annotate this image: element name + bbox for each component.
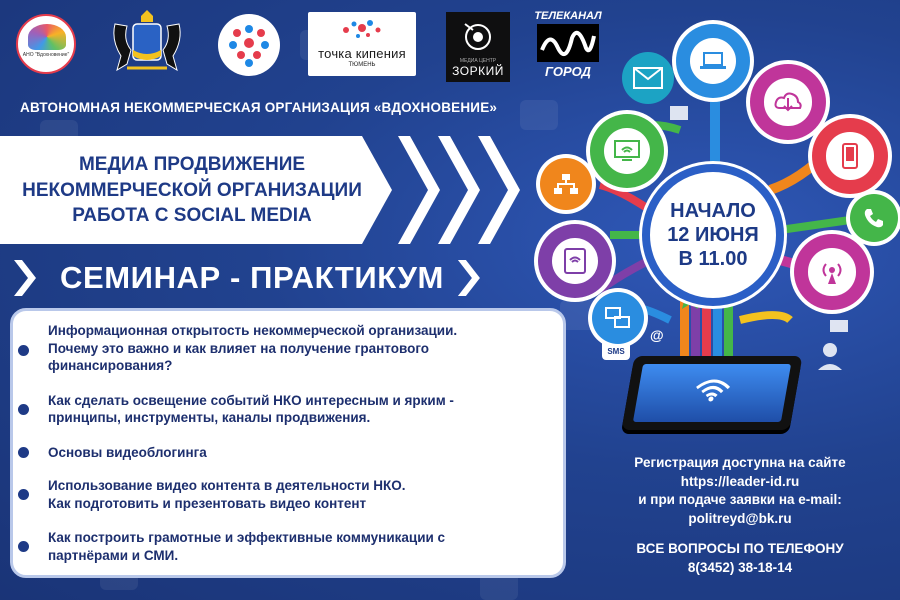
bullet-icon xyxy=(18,404,29,415)
bullet-icon xyxy=(18,541,29,552)
chevron-right-icon xyxy=(458,260,480,296)
laptop-bubble xyxy=(676,24,750,98)
smartphone-icon xyxy=(826,132,873,179)
tablet-device xyxy=(621,356,802,430)
registration-link[interactable]: https://leader-id.ru xyxy=(680,473,800,489)
organization-name: АВТОНОМНАЯ НЕКОММЕРЧЕСКАЯ ОРГАНИЗАЦИЯ «ВДОХНОВЕНИЕ» xyxy=(20,100,498,115)
tablet-wifi-icon xyxy=(552,238,598,284)
phone-info: ВСЕ ВОПРОСЫ ПО ТЕЛЕФОНУ 8(3452) 38-18-14 xyxy=(580,540,900,577)
broadcast-icon xyxy=(808,248,855,295)
phone-bubble xyxy=(812,118,888,194)
email-bubble xyxy=(622,52,674,104)
seminar-heading: СЕМИНАР - ПРАКТИКУМ xyxy=(14,258,514,298)
heart-network-logo xyxy=(218,14,280,76)
chat-bubble xyxy=(592,292,644,344)
call-bubble xyxy=(850,194,898,242)
wifi-monitor-icon xyxy=(604,128,650,174)
list-item: Использование видео контента в деятельности НКО. Как подготовить и презентовать видео контент xyxy=(18,477,548,512)
partner-logos xyxy=(0,0,610,96)
zorkiy-media-center-logo: МЕДИА ЦЕНТР ЗОРКИЙ xyxy=(446,12,510,82)
list-item: Как сделать освещение событий НКО интересным и ярким - принципы, инструменты, каналы продвижения. xyxy=(18,392,548,427)
broadcast-bubble xyxy=(794,234,870,310)
registration-info: Регистрация доступна на сайте https://leader-id.ru и при подаче заявки на e-mail: politreyd@bk.ru xyxy=(580,454,900,528)
cloud-download-icon xyxy=(764,78,811,125)
envelope-icon xyxy=(633,67,663,89)
chat-windows-icon xyxy=(605,307,631,329)
wifi-bubble xyxy=(590,114,664,188)
list-item: Информационная открытость некоммерческой организации. Почему это важно и как влияет на получение грантового финансирования? xyxy=(18,322,548,375)
topics-list xyxy=(18,318,548,564)
network-bubble xyxy=(540,158,592,210)
tablet-wifi-bubble xyxy=(538,224,612,298)
tochka-kipeniya-logo: точка кипения ТЮМЕНЬ xyxy=(308,12,416,76)
telekanal-gorod-logo: ТЕЛЕКАНАЛ ГОРОД xyxy=(534,10,602,79)
bullet-icon xyxy=(18,345,29,356)
tyumen-coat-of-arms-logo xyxy=(106,10,188,76)
at-sign-icon: @ xyxy=(650,327,664,343)
ano-vdokhnovenie-logo: АНО "Вдохновение" xyxy=(16,14,76,74)
start-date-circle: НАЧАЛО 12 ИЮНЯ В 11.00 xyxy=(642,164,784,306)
download-bubble xyxy=(750,64,826,140)
phone-number[interactable]: 8(3452) 38-18-14 xyxy=(687,559,793,575)
sitemap-icon xyxy=(553,173,579,195)
headline-title: МЕДИА ПРОДВИЖЕНИЕ НЕКОММЕРЧЕСКОЙ ОРГАНИЗАЦИИ РАБОТА С SOCIAL MEDIA xyxy=(22,154,362,226)
sms-label: SMS xyxy=(607,347,625,356)
laptop-icon xyxy=(690,38,736,84)
registration-email[interactable]: politreyd@bk.ru xyxy=(688,510,792,526)
wifi-icon xyxy=(690,376,735,402)
bullet-icon xyxy=(18,447,29,458)
list-item: Основы видеоблогинга xyxy=(18,444,548,462)
bullet-icon xyxy=(18,489,29,500)
list-item: Как построить грамотные и эффективные коммуникации с партнёрами и СМИ. xyxy=(18,529,548,564)
phone-call-icon xyxy=(863,207,885,229)
chevron-right-icon xyxy=(14,260,36,296)
